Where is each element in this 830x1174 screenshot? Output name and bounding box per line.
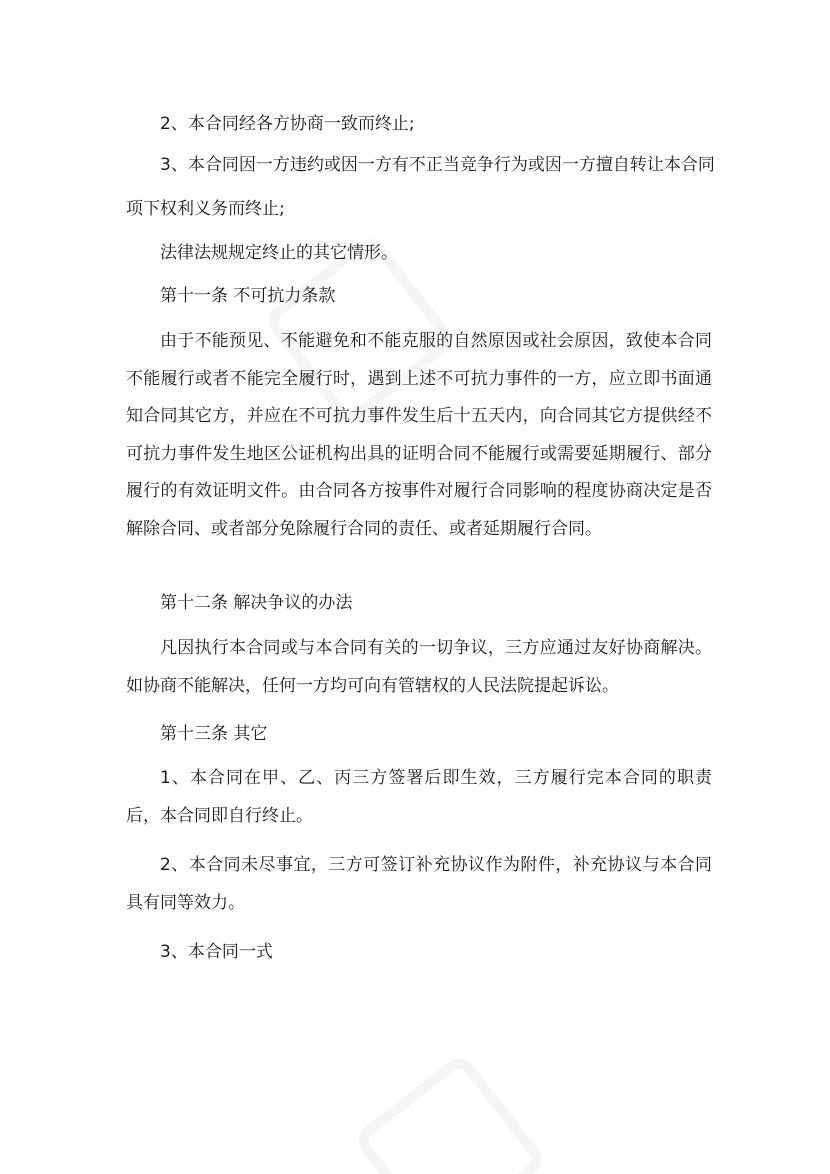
clause-3-line2: 项下权利义务而终止; (126, 199, 285, 219)
watermark-logo-icon (352, 1052, 549, 1174)
article-13-clause-3: 3、本合同一式 (160, 942, 273, 962)
article-11-title: 第十一条 不可抗力条款 (160, 286, 336, 306)
clause-other-termination: 法律法规规定终止的其它情形。 (160, 243, 398, 263)
article-13-clause-2: 2、本合同未尽事宜，三方可签订补充协议作为附件，补充协议与本合同具有同等效力。 (126, 855, 712, 913)
article-13-clause-1: 1、本合同在甲、乙、丙三方签署后即生效，三方履行完本合同的职责后，本合同即自行终止。 (126, 768, 712, 826)
clause-2-text: 2、本合同经各方协商一致而终止; (160, 114, 415, 134)
article-11-body: 由于不能预见、不能避免和不能克服的自然原因或社会原因，致使本合同不能履行或者不能完全履行时，遇到上述不可抗力事件的一方，应立即书面通知合同其它方，并应在不可抗力事件发生后十五天内，向合同其它方提供经不可抗力事件发生地区公证机构出具的证明合同不能履行或需要延期履行、部分履行的有效证明文件。由合同各方按事件对履行合同影响的程度协商决定是否解除合同、或者部分免除履行合同的责任、或者延期履行合同。 (126, 331, 712, 539)
article-12-title: 第十二条 解决争议的办法 (160, 593, 353, 613)
article-13-title: 第十三条 其它 (160, 724, 268, 744)
article-12-body: 凡因执行本合同或与本合同有关的一切争议，三方应通过友好协商解决。如协商不能解决，任何一方均可向有管辖权的人民法院提起诉讼。 (126, 638, 712, 696)
clause-3-line1: 3、本合同因一方违约或因一方有不正当竞争行为或因一方擅自转让本合同 (160, 155, 715, 175)
